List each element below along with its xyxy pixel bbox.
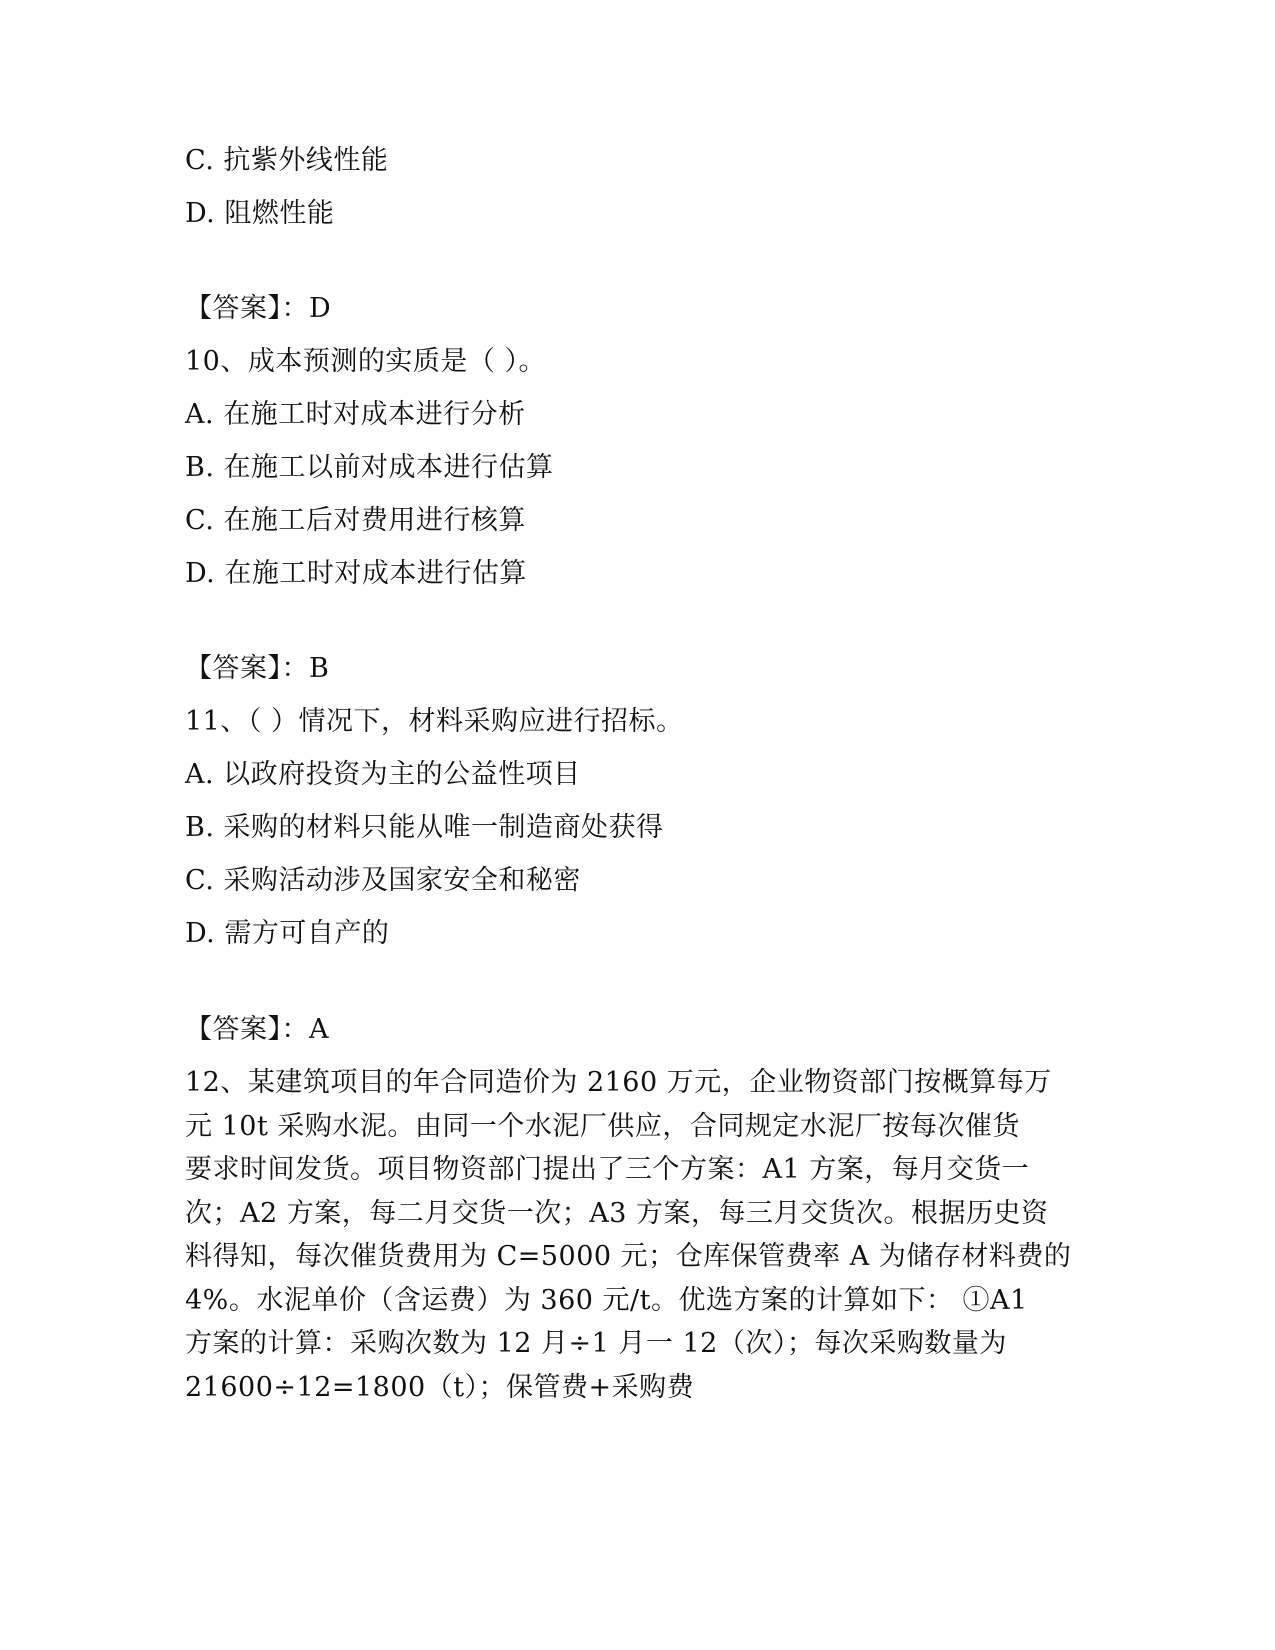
q11-question: 11、（ ）情况下，材料采购应进行招标。 <box>185 706 684 737</box>
q12-line-4: 次；A2 方案，每二月交货一次；A3 方案，每三月交货次。根据历史资 <box>185 1197 1049 1229</box>
q11-option-a: A. 以政府投资为主的公益性项目 <box>185 759 581 790</box>
q10-answer: 【答案】：B <box>185 653 330 684</box>
q10-option-a: A. 在施工时对成本进行分析 <box>185 399 526 430</box>
q12-line-5: 料得知，每次催货费用为 C=5000 元；仓库保管费率 A 为储存材料费的 <box>185 1241 1072 1272</box>
q10-option-b: B. 在施工以前对成本进行估算 <box>185 452 554 483</box>
q12-line-3: 要求时间发货。项目物资部门提出了三个方案：A1 方案，每月交货一 <box>185 1154 1030 1185</box>
q11-answer: 【答案】：A <box>185 1014 329 1045</box>
q12-line-1: 12、某建筑项目的年合同造价为 2160 万元，企业物资部门按概算每万 <box>185 1067 1052 1098</box>
q9-answer: 【答案】：D <box>185 293 332 324</box>
q9-option-d: D. 阻燃性能 <box>185 198 335 229</box>
q12-question-paragraph <box>185 1061 1090 1409</box>
q10-option-d: D. 在施工时对成本进行估算 <box>185 558 527 589</box>
q11-option-c: C. 采购活动涉及国家安全和秘密 <box>185 865 581 896</box>
q12-line-2: 元 10t 采购水泥。由同一个水泥厂供应，合同规定水泥厂按每次催货 <box>185 1110 1020 1142</box>
q11-option-b: B. 采购的材料只能从唯一制造商处获得 <box>185 812 664 843</box>
q9-option-c: C. 抗紫外线性能 <box>185 145 389 176</box>
q10-option-c: C. 在施工后对费用进行核算 <box>185 505 526 536</box>
q12-line-8: 21600÷12=1800（t）；保管费+采购费 <box>185 1371 695 1403</box>
q12-line-7: 方案的计算：采购次数为 12 月÷1 月一 12（次）；每次采购数量为 <box>185 1328 1007 1359</box>
q10-question: 10、成本预测的实质是（ ）。 <box>185 346 546 377</box>
q12-line-6: 4%。水泥单价（含运费）为 360 元/t。优选方案的计算如下： ①A1 <box>185 1284 1028 1316</box>
q11-option-d: D. 需方可自产的 <box>185 918 390 949</box>
